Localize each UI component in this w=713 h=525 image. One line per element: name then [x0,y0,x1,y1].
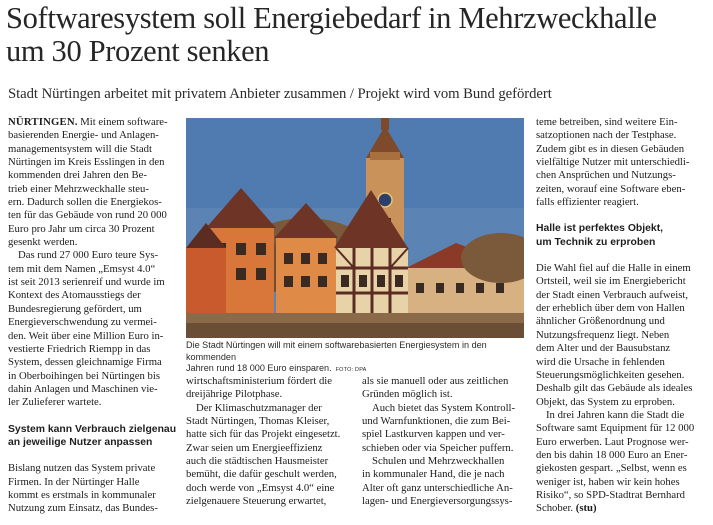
paragraph [8,462,178,515]
text-line: doch werde von „Emsyst 4.0“ eine [186,481,335,494]
paragraph [536,262,706,409]
text-line: vestierte Friedrich Riempp in das [8,342,151,355]
text-line: Steuerungsmöglichkeiten gesehen. [536,368,685,381]
text-line: Software samt Equipment für 12 000 [536,422,695,435]
text-line: weniger ist, haben wir kein hohes [536,475,680,488]
text-line: Bundesregierung gefördert, um [8,302,142,315]
photo-credit: FOTO: DPA [335,367,367,374]
paragraph [362,455,524,508]
text-line: lagen- und Energieversorgungssys- [362,495,513,508]
text-line: falls effizienter reagiert. [536,196,639,209]
text-line: Das rund 27 000 Euro teure Sys- [18,249,159,262]
text-line: den. Weit über eine Million Euro in- [8,329,164,342]
text-line: in Oberboihingen bei Nürtingen bis [8,369,160,382]
text-line: Deshalb gilt das Gebäude als ideales [536,382,693,395]
text-line: gesenkt werden. [8,236,78,249]
paragraph [8,116,178,249]
caption-line-1: Die Stadt Nürtingen will mit einem softwarebasierten Energiesystem in den kommenden [186,340,487,362]
text-line: ler Zulieferer wartete. [8,396,102,409]
headline-line-2: um 30 Prozent senken [6,34,270,68]
dateline: NÜRTINGEN. [8,116,78,128]
text-line: bemüht, die dafür geschult werden, [186,468,337,481]
article-column-3 [362,375,524,508]
text-line: zielgenauere Steuerung erwartet, [186,495,327,508]
text-line: ist seit 2013 serienreif und wurde im [8,276,165,289]
text-line: managementsystem will die Stadt [8,142,152,155]
text-line: Der Klimaschutzmanager der [196,401,322,414]
text-line: kommenden drei Jahren den Be- [8,169,147,182]
section-subhead [536,222,706,249]
text-line: Euro erwerben. Laut Prognose wer- [536,435,689,448]
headline [6,2,706,68]
photo-caption [186,340,524,377]
text-line: hatte sich für das Projekt eingesetzt. [186,428,341,441]
text-line: in kommunaler Hand, die je nach [362,468,505,481]
text-line: Energieverschwendung zu vermei- [8,316,157,329]
text-line: als sie manuell oder aus zeitlichen [362,375,509,387]
text-line: vielfältige Nutzer mit unterschiedli- [536,156,690,169]
text-line: an jeweilige Nutzer anpassen [8,436,153,448]
text-line: Alter oft ganz unterschiedliche An- [362,481,513,494]
text-line: Zudem gibt es in diesen Gebäuden [536,142,685,155]
article-column-1 [8,116,178,516]
text-line: dahin Anlagen und Maschinen vie- [8,382,158,395]
subheadline: Stadt Nürtingen arbeitet mit privatem Anbieter zusammen / Projekt wird vom Bund gefördert [8,86,552,102]
text-line: dem Alter und der Bausubstanz [536,342,671,355]
text-line: giekosten gespart. „Selbst, wenn es [536,462,687,475]
paragraph [362,402,524,455]
text-line: den bis dahin 18 000 Euro an Ener- [536,448,688,461]
text-line: Euro pro Jahr um circa 30 Prozent [8,222,155,235]
text-line: spiel Lastkurven kappen und ver- [362,428,505,441]
text-line: Auch bietet das System Kontroll- [372,401,516,414]
text-line: teme betreiben, sind weitere Ein- [536,116,678,128]
text-line: Nutzung zum Einsatz, das Bundes- [8,502,158,515]
article-photo [186,118,524,338]
text-line: Zwar seien um Energieeffizienz [186,441,323,454]
text-line: trieb einer Mehrzweckhalle steu- [8,182,149,195]
text-line: System kann Verbrauch zielgenau [8,423,177,435]
paragraph [536,116,706,209]
text-line: Bislang nutzen das System private [8,462,156,475]
text-line: kommt es erstmals in kommunaler [8,488,156,501]
text-line: schieben oder via Speicher puffern. [362,441,514,454]
text-line: wird die Ursache in fehlenden [536,355,665,368]
paragraph [186,375,356,402]
text-line: Halle ist perfektes Objekt, [536,223,664,235]
article-column-2 [186,375,356,508]
text-line: Schulen und Mehrzweckhallen [372,455,505,468]
text-line: Stadt Nürtingen, Thomas Kleiser, [186,415,330,428]
text-line: Objekt, das System zu erproben. [536,395,675,408]
text-line: satzoptionen nach der Testphase. [536,129,677,142]
text-line: Firmen. In der Nürtinger Halle [8,475,140,488]
text-line: ten für das Gebäude von rund 20 000 [8,209,167,222]
text-line: Risiko“, so SPD-Stadtrat Bernhard [536,488,686,501]
text-line: auch die städtischen Hausmeister [186,455,329,468]
author-tag: (stu) [575,502,597,515]
town-photo-illustration [186,118,524,338]
text-line: wirtschaftsministerium fördert die [186,375,333,387]
text-line: und Warnfunktionen, die zum Bei- [362,415,511,428]
text-line: tem mit dem Namen „Emsyst 4.0“ [8,262,156,275]
text-line: Ortsteil, weil sie im Energiebericht [536,275,686,288]
caption-line-2: Jahren rund 18 000 Euro einsparen. [186,363,332,374]
paragraph [362,375,524,402]
text-line: System, dessen gleichnamige Firma [8,356,162,369]
text-line: Nürtingen im Kreis Esslingen in den [8,156,165,169]
article-column-4 [536,116,706,516]
text-line: um Technik zu erproben [536,236,656,248]
section-subhead [8,423,178,450]
text-line: Nutzungsfrequenz liegt. Neben [536,328,670,341]
paragraph [8,249,178,409]
paragraph [536,409,706,516]
text-line: der erheblich über dem von Hallen [536,302,685,315]
text-line: In drei Jahren kann die Stadt die [546,408,685,421]
text-line: Mit einem software- [80,116,168,128]
text-line: chen Ansprüchen und Nutzungs- [536,169,676,182]
text-line: basierenden Energie- und Anlagen- [8,129,159,142]
text-line: zeiten, worauf eine Software eben- [536,182,686,195]
text-line: der Stadt einen Verbrauch aufweist, [536,288,689,301]
text-line: dreijährige Pilotphase. [186,388,283,401]
text-line: Kontext des Atomausstiegs der [8,289,141,302]
text-line: ähnlicher Größenordnung und [536,315,665,328]
text-line: Die Wahl fiel auf die Halle in einem [536,262,691,275]
text-line: Gründen möglich ist. [362,388,453,401]
headline-line-1: Softwaresystem soll Energiebedarf in Mehrzweckhalle [6,1,657,35]
text-line: Schober. [536,502,574,515]
text-line: ern. Dadurch sollen die Energiekos- [8,196,162,209]
paragraph [186,402,356,509]
